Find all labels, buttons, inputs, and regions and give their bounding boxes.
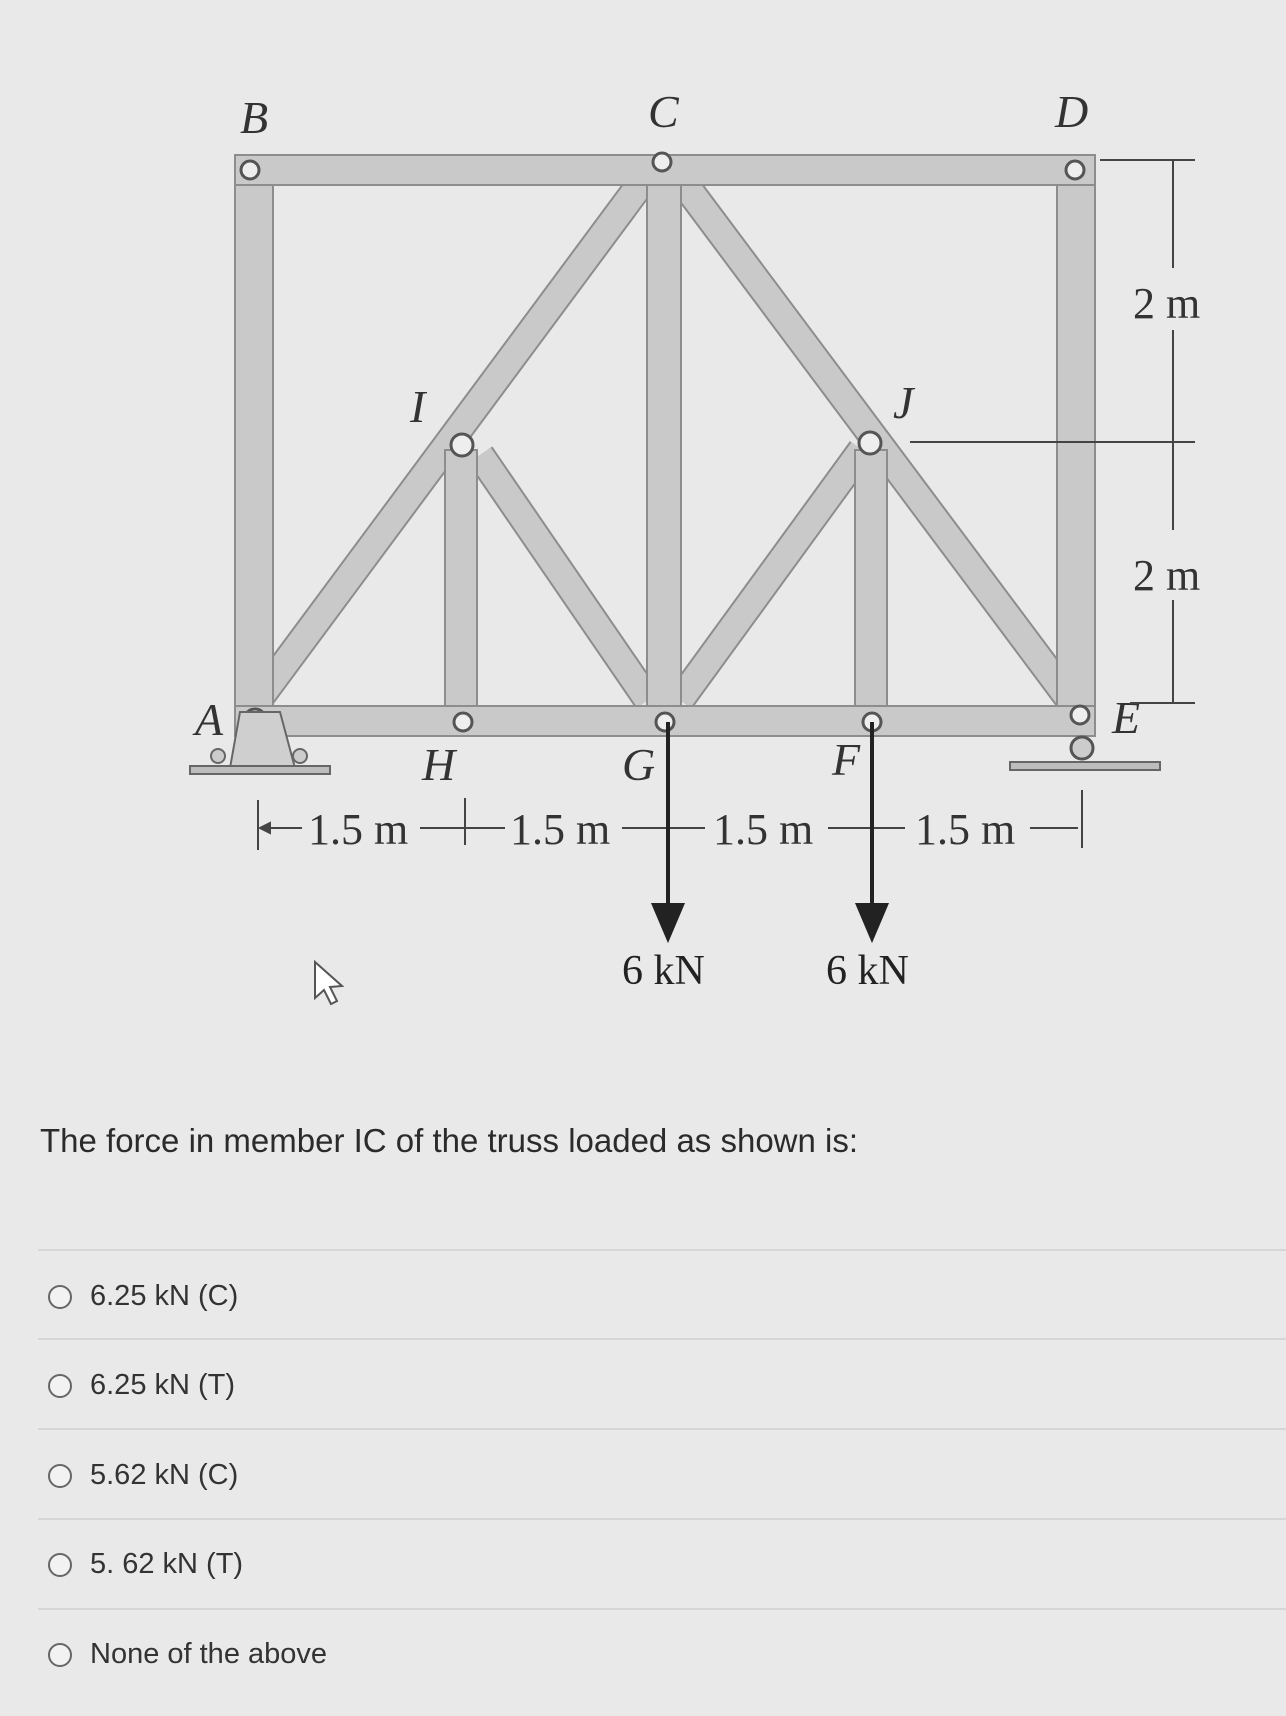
dimension-span-4: 1.5 m bbox=[915, 805, 1016, 854]
option-5-62-kn-c[interactable] bbox=[48, 1459, 238, 1492]
dimension-height-lower: 2 m bbox=[1133, 551, 1201, 600]
option-divider bbox=[38, 1518, 1286, 1520]
node-label-D: D bbox=[1055, 86, 1089, 137]
load-label-G: 6 kN bbox=[622, 948, 705, 994]
node-label-H: H bbox=[422, 739, 456, 790]
radio-icon[interactable] bbox=[48, 1464, 72, 1488]
radio-icon[interactable] bbox=[48, 1285, 72, 1309]
option-divider bbox=[38, 1338, 1286, 1340]
node-label-J: J bbox=[893, 377, 914, 428]
node-label-C: C bbox=[648, 86, 679, 137]
load-label-F: 6 kN bbox=[826, 948, 909, 994]
option-divider bbox=[38, 1249, 1286, 1251]
option-divider bbox=[38, 1428, 1286, 1430]
node-label-A: A bbox=[195, 694, 224, 745]
cursor-icon bbox=[315, 962, 342, 1004]
vertical-dimensions bbox=[910, 160, 1195, 703]
truss-members bbox=[235, 155, 1095, 736]
radio-icon[interactable] bbox=[48, 1643, 72, 1667]
option-5-62-kn-t[interactable] bbox=[48, 1548, 243, 1581]
option-none-of-the-above[interactable] bbox=[48, 1638, 327, 1671]
dimension-span-3: 1.5 m bbox=[713, 805, 814, 854]
dimension-span-1: 1.5 m bbox=[308, 805, 409, 854]
node-label-E: E bbox=[1112, 692, 1141, 743]
dimension-height-upper: 2 m bbox=[1133, 279, 1201, 328]
dimension-span-2: 1.5 m bbox=[510, 805, 611, 854]
option-label: 6.25 kN (T) bbox=[90, 1369, 236, 1401]
question-text: The force in member IC of the truss loaded as shown is: bbox=[40, 1122, 859, 1159]
option-6-25-kn-t[interactable] bbox=[48, 1369, 235, 1402]
option-label: 6.25 kN (C) bbox=[90, 1280, 239, 1312]
option-divider bbox=[38, 1608, 1286, 1610]
option-label: 5.62 kN (C) bbox=[90, 1459, 239, 1491]
option-label: None of the above bbox=[90, 1638, 328, 1670]
option-label: 5. 62 kN (T) bbox=[90, 1548, 244, 1580]
node-label-B: B bbox=[240, 92, 269, 143]
radio-icon[interactable] bbox=[48, 1553, 72, 1577]
node-label-I: I bbox=[410, 381, 426, 432]
radio-icon[interactable] bbox=[48, 1374, 72, 1398]
option-6-25-kn-c[interactable] bbox=[48, 1280, 238, 1313]
node-label-G: G bbox=[622, 739, 656, 790]
node-label-F: F bbox=[832, 734, 861, 785]
